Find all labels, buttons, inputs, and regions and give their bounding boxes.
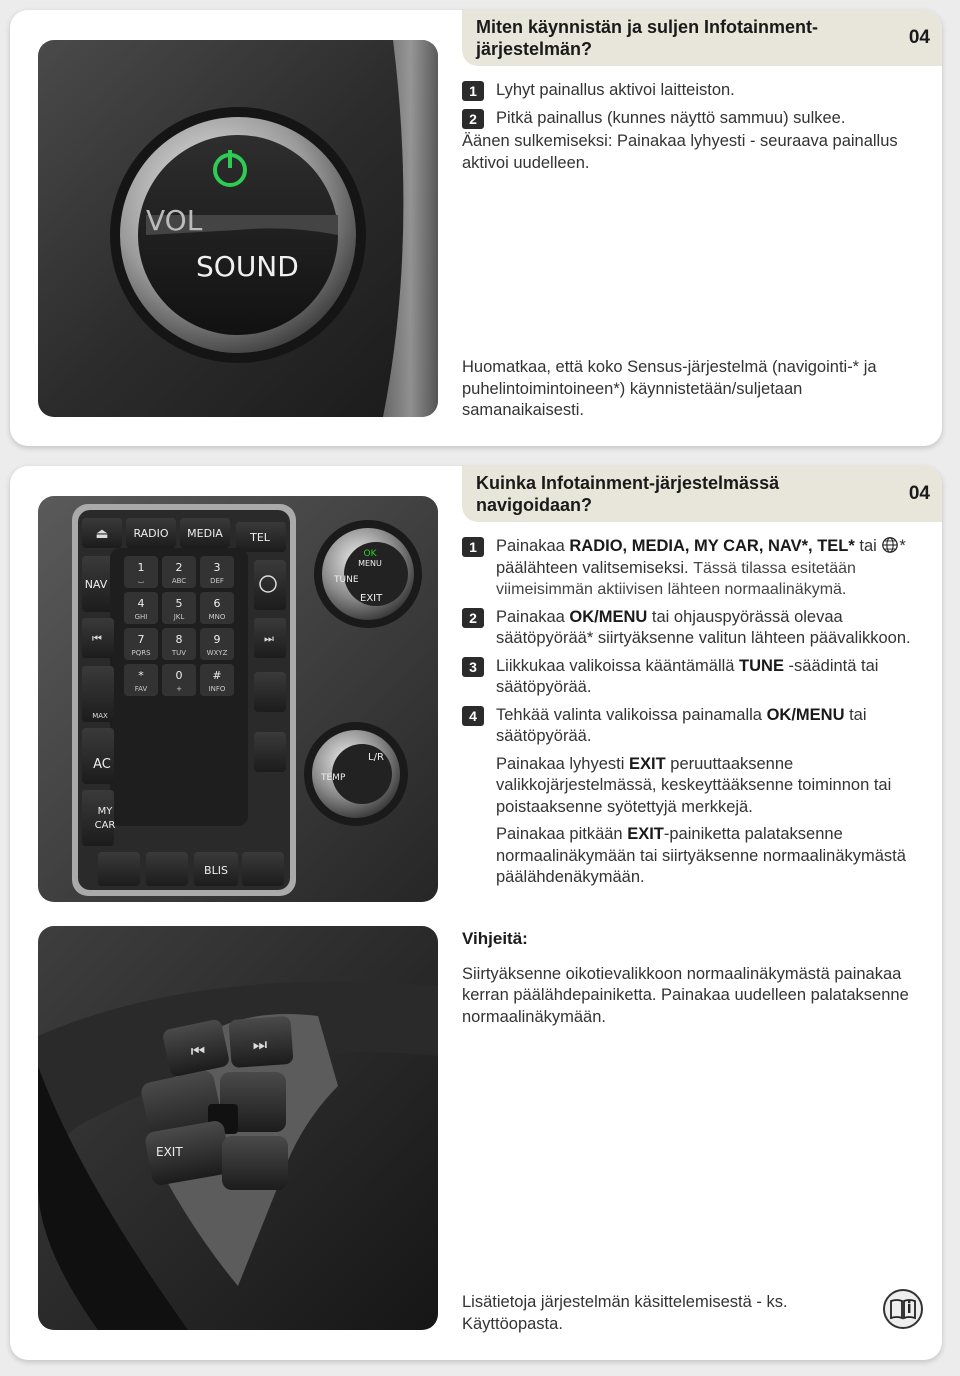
wheel-illustration bbox=[38, 926, 438, 1330]
ac-button-label: AC bbox=[93, 757, 111, 772]
hints-title: Vihjeitä: bbox=[462, 929, 528, 948]
step-bold-text: OK/MENU bbox=[766, 705, 845, 724]
keypad-key-letters: + bbox=[176, 685, 182, 693]
step-number-badge: 3 bbox=[462, 657, 484, 677]
step-item bbox=[462, 80, 922, 102]
footer-reference bbox=[462, 1292, 842, 1335]
keypad-key-number: # bbox=[212, 669, 222, 682]
keypad-key-number: 6 bbox=[213, 597, 221, 610]
step-number-badge: 1 bbox=[462, 537, 484, 557]
keypad-key-letters: ABC bbox=[171, 577, 187, 585]
keypad-key-number: 3 bbox=[213, 561, 221, 574]
console-illustration bbox=[38, 496, 438, 902]
note-text: Huomatkaa, että koko Sensus-järjestelmä (navigointi-* ja puhelintoimintoineen*) käynnistetään/suljetaan samanaikaisesti. bbox=[462, 358, 877, 419]
section-title: Kuinka Infotainment-järjestelmässä navigoidaan? bbox=[476, 473, 780, 515]
footer-text: Lisätietoja järjestelmän käsittelemisestä - ks. Käyttöopasta. bbox=[462, 1293, 788, 1333]
svg-text:⏮: ⏮ bbox=[92, 632, 102, 645]
step-number-badge: 2 bbox=[462, 109, 484, 129]
media-button-label: MEDIA bbox=[187, 527, 223, 540]
keypad-key-number: 5 bbox=[175, 597, 183, 610]
step-bold-text: TUNE bbox=[739, 656, 784, 675]
radio-button-label: RADIO bbox=[133, 527, 169, 540]
chapter-number: 04 bbox=[908, 483, 930, 504]
tune-label: TUNE bbox=[334, 575, 359, 585]
step-text: tai bbox=[854, 537, 882, 555]
svg-text:⏮: ⏮ bbox=[190, 1041, 206, 1060]
mycar-label-2: CAR bbox=[94, 820, 116, 831]
hints-section bbox=[462, 928, 922, 1028]
instruction-bold-text: EXIT bbox=[629, 754, 666, 773]
keypad-key-number: 9 bbox=[213, 633, 221, 646]
wheel-exit-label: EXIT bbox=[156, 1145, 183, 1159]
instruction-text: Painakaa pitkään bbox=[496, 825, 628, 843]
svg-text:⏭: ⏭ bbox=[264, 632, 274, 645]
keypad-key-number: 4 bbox=[137, 597, 145, 610]
section-title: Miten käynnistän ja suljen Infotainment-järjestelmän? bbox=[476, 17, 819, 59]
globe-icon bbox=[881, 536, 899, 554]
section-header bbox=[462, 466, 942, 522]
chapter-number: 04 bbox=[908, 27, 930, 48]
sound-label: SOUND bbox=[196, 250, 299, 283]
section-header bbox=[462, 10, 942, 66]
step-text: Lyhyt painallus aktivoi laitteiston. bbox=[496, 81, 735, 99]
steering-wheel-photo bbox=[38, 926, 438, 1330]
blis-button-label: BLIS bbox=[204, 864, 228, 877]
step-text: tai ohjauspyörässä olevaa säätöpyörää* siirtyäksenne valitun lähteen päävalikkoon. bbox=[496, 607, 911, 647]
instruction-bold-text: EXIT bbox=[627, 825, 664, 843]
max-label: MAX bbox=[92, 712, 108, 720]
step-text: Liikkukaa valikoissa kääntämällä bbox=[496, 656, 740, 675]
step-bold-text: RADIO, MEDIA, MY CAR, NAV*, TEL* bbox=[569, 537, 855, 555]
step-item bbox=[462, 536, 922, 601]
step-text: Painakaa bbox=[496, 537, 570, 555]
nav-button-label: NAV bbox=[84, 578, 108, 591]
ok-label: OK bbox=[363, 549, 377, 559]
keypad-key-number: 2 bbox=[175, 561, 183, 574]
step-text: -säädintä tai säätöpyörää. bbox=[496, 656, 879, 696]
step-item bbox=[462, 108, 922, 130]
vol-sound-knob-photo bbox=[38, 40, 438, 417]
menu-label: MENU bbox=[358, 559, 382, 568]
step-item bbox=[462, 705, 922, 748]
exit-console-label: EXIT bbox=[360, 593, 383, 604]
svg-text:⏏: ⏏ bbox=[95, 526, 109, 542]
mute-instruction: Äänen sulkemiseksi: Painakaa lyhyesti - seuraava painallus aktivoi uudelleen. bbox=[462, 132, 898, 172]
hints-text: Siirtyäksenne oikotievalikkoon normaalinäkymästä painakaa kerran päälähdepainiketta. Painakaa uudelleen palataksenne normaalinäkymään. bbox=[462, 964, 909, 1026]
keypad-key-number: 0 bbox=[175, 669, 183, 682]
step-text: * päälähteen valitsemiseksi. bbox=[496, 537, 906, 577]
section-card-power bbox=[10, 10, 942, 446]
step-text: Pitkä painallus (kunnes näyttö sammuu) sulkee. bbox=[496, 108, 846, 127]
step-item bbox=[462, 607, 922, 650]
keypad-key-letters: GHI bbox=[134, 613, 148, 621]
section-body bbox=[462, 80, 922, 180]
keypad-key-number: 1 bbox=[137, 561, 145, 574]
step-item bbox=[462, 656, 922, 699]
section-note bbox=[462, 357, 922, 422]
keypad-key-letters: FAV bbox=[134, 685, 148, 693]
step-number-badge: 1 bbox=[462, 81, 484, 101]
tel-button-label: TEL bbox=[250, 531, 270, 544]
instruction-text: Painakaa lyhyesti bbox=[496, 754, 629, 773]
keypad-key-number: * bbox=[138, 669, 144, 682]
step-bold-text: OK/MENU bbox=[569, 607, 648, 626]
step-subtext: Tässä tilassa esitetään viimeisimmän aktiivisen lähteen normaalinäkymä. bbox=[496, 559, 856, 598]
manual-book-icon bbox=[882, 1288, 924, 1330]
keypad-key-letters: PQRS bbox=[131, 649, 151, 657]
instruction-text: -painiketta palataksenne normaalinäkymään tai siirtyäksenne normaalinäkymästä päälähdenäkymään. bbox=[496, 825, 906, 886]
vol-label: VOL bbox=[146, 204, 203, 237]
keypad-key-letters: WXYZ bbox=[206, 649, 228, 657]
step-text: Tehkää valinta valikoissa painamalla bbox=[496, 705, 767, 724]
section-card-navigation bbox=[10, 466, 942, 1360]
instruction-text: peruuttaaksenne valikkojärjestelmässä, keskeyttääksenne toiminnon tai poistaaksenne syötettyjä merkkejä. bbox=[496, 754, 892, 816]
step-text: Painakaa bbox=[496, 607, 570, 626]
mycar-label-1: MY bbox=[97, 806, 113, 817]
keypad-key-letters: DEF bbox=[210, 577, 224, 585]
svg-text:⏭: ⏭ bbox=[252, 1035, 268, 1054]
step-text: tai säätöpyörää. bbox=[496, 705, 867, 745]
center-console-photo bbox=[38, 496, 438, 902]
exit-short-instruction bbox=[462, 754, 922, 819]
exit-long-instruction bbox=[462, 824, 922, 889]
keypad-key-letters: MNO bbox=[208, 613, 226, 621]
keypad-key-number: 7 bbox=[137, 633, 145, 646]
knob-illustration bbox=[38, 40, 438, 417]
keypad-key-number: 8 bbox=[175, 633, 183, 646]
temp-label: TEMP bbox=[321, 773, 346, 783]
step-number-badge: 2 bbox=[462, 608, 484, 628]
step-number-badge: 4 bbox=[462, 706, 484, 726]
section-body bbox=[462, 536, 922, 895]
keypad-key-letters: ⌴ bbox=[138, 577, 144, 585]
keypad-key-letters: JKL bbox=[173, 613, 185, 621]
lr-label: L/R bbox=[368, 752, 384, 763]
keypad-key-letters: INFO bbox=[208, 685, 226, 693]
keypad-key-letters: TUV bbox=[171, 649, 187, 657]
